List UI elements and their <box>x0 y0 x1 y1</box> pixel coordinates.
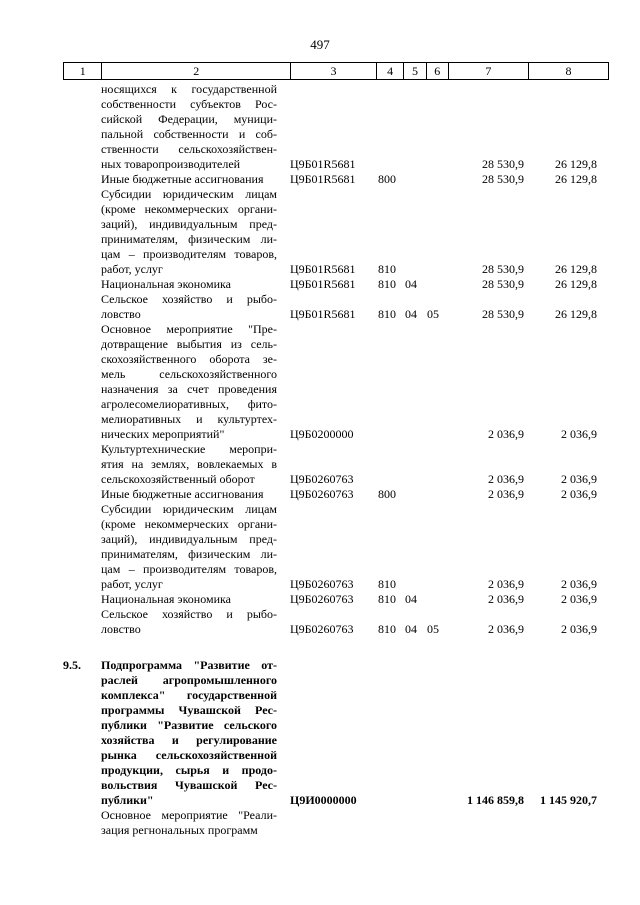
text-line: Национальная экономика <box>101 277 231 291</box>
row-description <box>101 592 277 607</box>
header-col-4: 4 <box>376 63 403 80</box>
text-line: заций), индивидуальным пред- <box>101 532 277 546</box>
text-line: цам – производителям товаров, <box>101 247 277 261</box>
subprogram-number: 9.5. <box>63 658 81 672</box>
row-description <box>101 82 277 172</box>
text-line: мелиоративных и культуртех- <box>101 412 277 426</box>
text-line: носящихся к государственной <box>101 82 277 96</box>
row-description <box>101 172 277 187</box>
row-value-8: 26 129,8 <box>555 262 597 276</box>
text-line: публики "Развитие сельского <box>101 718 277 732</box>
text-line: Основное мероприятие "Пре- <box>101 322 277 336</box>
text-line: Культуртехнические меропри- <box>101 442 277 456</box>
row-value-7: 28 530,9 <box>482 262 524 276</box>
text-line: программы Чувашской Рес- <box>101 703 277 717</box>
text-line: ятия на землях, вовлекаемых в <box>101 457 277 471</box>
header-col-3: 3 <box>290 63 376 80</box>
text-line: принимателям, физическим ли- <box>101 547 277 561</box>
row-code: Ц9Б01R5681 <box>290 157 356 171</box>
header-col-8: 8 <box>528 63 608 80</box>
subprogram-value-8: 1 145 920,7 <box>540 793 597 807</box>
text-line: Иные бюджетные ассигнования <box>101 172 264 186</box>
text-line: ловство <box>101 307 141 321</box>
row-description <box>101 187 277 277</box>
text-line: ных товаропроизводителей <box>101 157 241 171</box>
row-col-4: 810 <box>378 577 396 591</box>
row-value-8: 26 129,8 <box>555 172 597 186</box>
text-line: нических мероприятий" <box>101 427 225 441</box>
row-value-8: 26 129,8 <box>555 307 597 321</box>
row-description <box>101 502 277 592</box>
header-col-5: 5 <box>404 63 426 80</box>
text-line: дотвращение выбытия из сель- <box>101 337 277 351</box>
row-col-6: 05 <box>427 307 439 321</box>
row-col-4: 810 <box>378 277 396 291</box>
row-col-5: 04 <box>405 277 417 291</box>
text-line: Сельское хозяйство и рыбо- <box>101 292 277 306</box>
row-col-4: 810 <box>378 307 396 321</box>
row-value-7: 2 036,9 <box>488 487 524 501</box>
row-code: Ц9Б01R5681 <box>290 262 356 276</box>
row-description <box>101 442 277 487</box>
row-code: Ц9Б01R5681 <box>290 277 356 291</box>
row-value-8: 2 036,9 <box>561 487 597 501</box>
row-code: Ц9Б0260763 <box>290 622 354 636</box>
text-line: Субсидии юридическим лицам <box>101 502 277 516</box>
text-line: мель сельскохозяйственного <box>101 367 277 381</box>
row-value-7: 2 036,9 <box>488 472 524 486</box>
header-col-1: 1 <box>64 63 102 80</box>
text-line: заций), индивидуальным пред- <box>101 217 277 231</box>
text-line: собственности субъектов Рос- <box>101 97 277 111</box>
table-header <box>63 62 609 80</box>
row-col-4: 810 <box>378 622 396 636</box>
row-col-4: 810 <box>378 592 396 606</box>
text-line: Сельское хозяйство и рыбо- <box>101 607 277 621</box>
subprogram-value-7: 1 146 859,8 <box>467 793 524 807</box>
text-line: скохозяйственного оборота зе- <box>101 352 277 366</box>
row-code: Ц9Б0260763 <box>290 577 354 591</box>
text-line: комплекса" государственной <box>101 688 277 702</box>
text-line: зация регнональных программ <box>101 823 258 837</box>
row-col-5: 04 <box>405 307 417 321</box>
text-line: Основное мероприятие "Реали- <box>101 808 277 822</box>
text-line: назначения за счет проведения <box>101 382 277 396</box>
text-line: работ, услуг <box>101 577 163 591</box>
row-description <box>101 277 277 292</box>
row-value-8: 26 129,8 <box>555 277 597 291</box>
row-code: Ц9Б0260763 <box>290 472 354 486</box>
row-description <box>101 487 277 502</box>
text-line: Субсидии юридическим лицам <box>101 187 277 201</box>
row-value-8: 2 036,9 <box>561 577 597 591</box>
text-line: принимателям, физическим ли- <box>101 232 277 246</box>
header-col-7: 7 <box>448 63 528 80</box>
row-code: Ц9Б0200000 <box>290 427 354 441</box>
row-value-8: 2 036,9 <box>561 472 597 486</box>
page-number: 497 <box>310 37 330 52</box>
subprogram-code: Ц9И0000000 <box>290 793 357 807</box>
text-line: (кроме некоммерческих органи- <box>101 517 277 531</box>
text-line: Иные бюджетные ассигнования <box>101 487 264 501</box>
text-line: ственности сельскохозяйствен- <box>101 142 277 156</box>
row-value-7: 2 036,9 <box>488 427 524 441</box>
row-col-5: 04 <box>405 622 417 636</box>
row-description <box>101 292 277 322</box>
row-value-7: 28 530,9 <box>482 172 524 186</box>
header-col-6: 6 <box>426 63 448 80</box>
row-value-7: 2 036,9 <box>488 592 524 606</box>
row-col-6: 05 <box>427 622 439 636</box>
row-value-8: 2 036,9 <box>561 427 597 441</box>
text-line: работ, услуг <box>101 262 163 276</box>
row-value-8: 2 036,9 <box>561 622 597 636</box>
row-col-4: 800 <box>378 487 396 501</box>
row-value-7: 28 530,9 <box>482 277 524 291</box>
text-line: пальной собственности и соб- <box>101 127 277 141</box>
row-value-7: 2 036,9 <box>488 622 524 636</box>
text-line: сельскохозяйственный оборот <box>101 472 255 486</box>
last-row-description <box>101 808 277 838</box>
row-value-7: 2 036,9 <box>488 577 524 591</box>
header-col-2: 2 <box>102 63 290 80</box>
row-col-4: 810 <box>378 262 396 276</box>
text-line: продукции, сырья и продо- <box>101 763 277 777</box>
row-value-8: 26 129,8 <box>555 157 597 171</box>
row-description <box>101 322 277 442</box>
row-value-8: 2 036,9 <box>561 592 597 606</box>
row-description <box>101 607 277 637</box>
text-line: агролесомелиоративных, фито- <box>101 397 277 411</box>
row-code: Ц9Б0260763 <box>290 592 354 606</box>
row-code: Ц9Б01R5681 <box>290 172 356 186</box>
text-line: ловство <box>101 622 141 636</box>
row-value-7: 28 530,9 <box>482 307 524 321</box>
text-line: (кроме некоммерческих органи- <box>101 202 277 216</box>
row-code: Ц9Б01R5681 <box>290 307 356 321</box>
text-line: Национальная экономика <box>101 592 231 606</box>
row-code: Ц9Б0260763 <box>290 487 354 501</box>
text-line: публики" <box>101 793 154 807</box>
row-value-7: 28 530,9 <box>482 157 524 171</box>
text-line: хозяйства и регулирование <box>101 733 277 747</box>
text-line: рынка сельскохозяйственной <box>101 748 277 762</box>
text-line: раслей агропромышленного <box>101 673 277 687</box>
subprogram-description <box>101 658 277 808</box>
row-col-4: 800 <box>378 172 396 186</box>
text-line: сийской Федерации, муници- <box>101 112 277 126</box>
text-line: Подпрограмма "Развитие от- <box>101 658 277 672</box>
row-col-5: 04 <box>405 592 417 606</box>
text-line: цам – производителям товаров, <box>101 562 277 576</box>
text-line: вольствия Чувашской Рес- <box>101 778 277 792</box>
